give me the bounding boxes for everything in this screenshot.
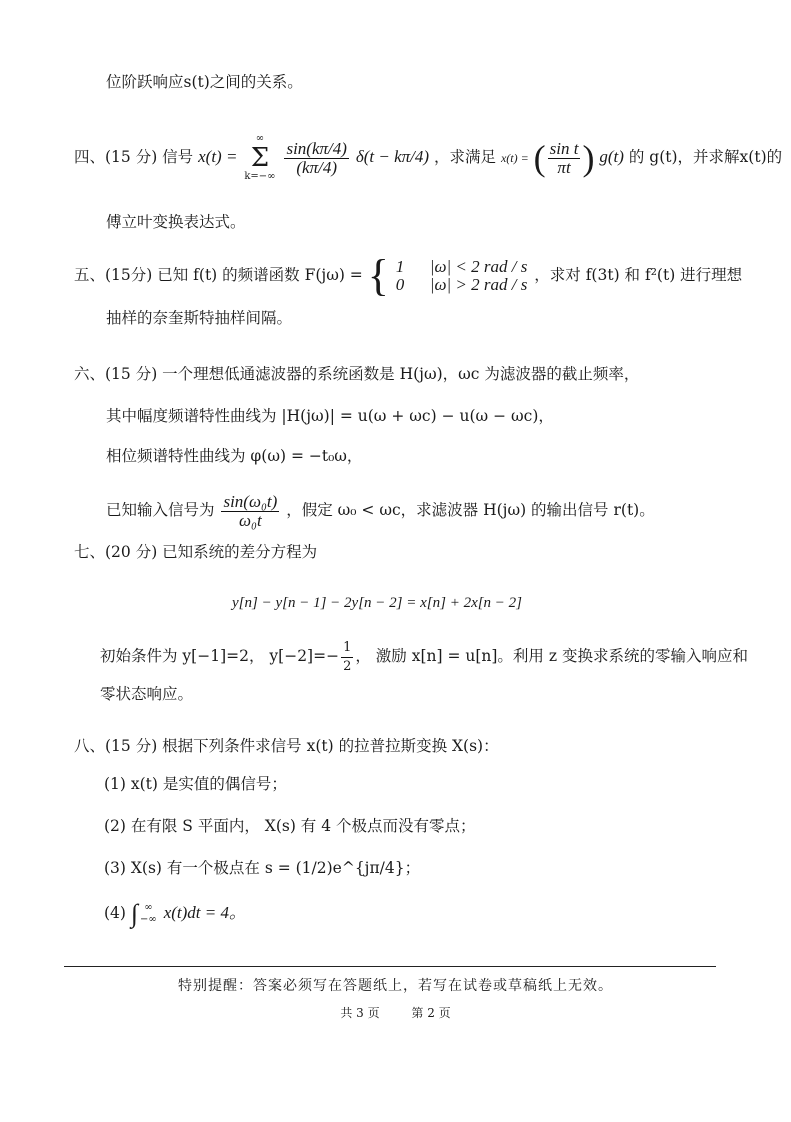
q5-line1 bbox=[74, 250, 742, 300]
q4-inner-den: πt bbox=[557, 157, 571, 177]
q4-summation bbox=[244, 132, 275, 184]
q8-line1 bbox=[74, 736, 499, 756]
q4-prefix: 四、(15 分) 信号 bbox=[74, 148, 194, 166]
q4-line2-text: 傅立叶变换表达式。 bbox=[106, 213, 246, 231]
q8-int-upper: ∞ bbox=[144, 902, 153, 913]
q6-line4-pre: 已知输入信号为 bbox=[106, 501, 215, 519]
footer-total-pages: 共 3 页 bbox=[340, 1006, 380, 1020]
q8-cond2 bbox=[104, 816, 476, 836]
left-paren-icon: ( bbox=[533, 138, 546, 178]
q6-line1-text: 六、(15 分) 一个理想低通滤波器的系统函数是 H(jω)，ωc 为滤波器的截止频率， bbox=[74, 365, 640, 383]
q4-gt: g(t) bbox=[599, 147, 624, 166]
q6-line2 bbox=[106, 406, 554, 426]
q7-cond-pre: 初始条件为 y[−1]=2， y[−2]=− bbox=[100, 647, 340, 665]
q6-line3-text: 相位频谱特性曲线为 φ(ω) = −t₀ω， bbox=[106, 447, 363, 465]
q6-line1 bbox=[74, 364, 639, 384]
q7-half-den: 2 bbox=[343, 658, 352, 674]
q7-equation bbox=[232, 592, 522, 613]
q5-case2: 0 |ω| > 2 rad / s bbox=[395, 275, 528, 294]
q7-cond-post: ， 激励 x[n] = u[n]。利用 z 变换求系统的零输入响应和 bbox=[355, 647, 748, 665]
q8-int-lower: −∞ bbox=[140, 914, 157, 925]
q6-line3 bbox=[106, 446, 362, 466]
q4-lhs: x(t) = bbox=[198, 147, 238, 166]
q8-cond4 bbox=[104, 896, 246, 930]
q8-line1-text: 八、(15 分) 根据下列条件求信号 x(t) 的拉普拉斯变换 X(s)： bbox=[74, 737, 499, 755]
q8-cond4-label: (4) bbox=[104, 904, 126, 922]
q4-tail: 的 g(t)，并求解x(t)的 bbox=[628, 148, 783, 166]
q4-line1 bbox=[74, 122, 782, 192]
q6-input-frac bbox=[221, 493, 279, 530]
q8-cond1-text: (1) x(t) 是实值的偶信号； bbox=[104, 775, 287, 793]
q8-cond4-body: x(t)dt = 4。 bbox=[163, 903, 246, 922]
q7-equation-text: y[n] − y[n − 1] − 2y[n − 2] = x[n] + 2x[n − 2] bbox=[232, 595, 523, 611]
q4-inner-num: sin t bbox=[549, 138, 579, 158]
q4-inner-frac bbox=[548, 140, 581, 177]
q6-line4-post: ，假定 ω₀ < ωc，求滤波器 H(jω) 的输出信号 r(t)。 bbox=[286, 501, 655, 519]
q6-line4 bbox=[106, 488, 655, 532]
q8-cond1 bbox=[104, 774, 287, 794]
q5-cases bbox=[396, 258, 528, 294]
q7-line3-text: 零状态响应。 bbox=[100, 685, 194, 703]
q7-line1-text: 七、(20 分) 已知系统的差分方程为 bbox=[74, 543, 318, 561]
right-paren-icon: ) bbox=[582, 138, 595, 178]
q4-line2 bbox=[106, 212, 246, 232]
q4-frac-den: (kπ/4) bbox=[296, 157, 337, 177]
q4-fraction bbox=[284, 140, 348, 177]
q8-cond3-text: (3) X(s) 有一个极点在 s = (1/2)e^{jπ/4}； bbox=[104, 859, 421, 877]
q4-frac-num: sin(kπ/4) bbox=[286, 138, 347, 158]
q6-input-num: sin(ω₀t) bbox=[223, 491, 278, 511]
q5-line2 bbox=[106, 308, 292, 328]
q5-prefix: 五、(15分) 已知 f(t) 的频谱函数 F(jω) = bbox=[74, 266, 363, 284]
q7-line1 bbox=[74, 542, 317, 562]
q8-cond3 bbox=[104, 858, 420, 878]
q7-conditions bbox=[100, 634, 748, 678]
q4-sum-lower: k=−∞ bbox=[244, 171, 276, 182]
q4-sum-upper: ∞ bbox=[255, 133, 265, 144]
q5-tail: ，求对 f(3t) 和 f²(t) 进行理想 bbox=[534, 266, 743, 284]
q4-x-eq: x(t) = bbox=[500, 151, 529, 165]
q7-half-frac bbox=[341, 639, 353, 676]
line-top bbox=[106, 72, 303, 92]
notice: 特别提醒：答案必须写在答题纸上，若写在试卷或草稿纸上无效。 bbox=[178, 978, 613, 994]
q6-line2-text: 其中幅度频谱特性曲线为 |H(jω)| = u(ω + ωc) − u(ω − ωc)， bbox=[106, 407, 554, 425]
q4-delta: δ(t − kπ/4) bbox=[355, 147, 430, 166]
left-brace-icon: { bbox=[367, 251, 389, 300]
integral-icon: ∫ bbox=[130, 899, 139, 928]
q4-mid-text: ，求满足 bbox=[434, 148, 497, 166]
q8-int-limits bbox=[140, 902, 157, 926]
page-footer bbox=[0, 1004, 791, 1021]
line-top-text: 位阶跃响应s(t)之间的关系。 bbox=[106, 73, 303, 91]
q8-cond2-text: (2) 在有限 S 平面内， X(s) 有 4 个极点而没有零点； bbox=[104, 817, 476, 835]
q7-line3 bbox=[100, 684, 193, 704]
divider-line bbox=[64, 966, 716, 967]
footer-page-number: 第 2 页 bbox=[411, 1006, 451, 1020]
q5-line2-text: 抽样的奈奎斯特抽样间隔。 bbox=[106, 309, 293, 327]
q5-case1: 1 |ω| < 2 rad / s bbox=[395, 257, 528, 276]
q7-half-num: 1 bbox=[341, 639, 353, 658]
q6-input-den: ω₀t bbox=[239, 510, 262, 530]
sigma-icon: Σ bbox=[250, 143, 270, 173]
